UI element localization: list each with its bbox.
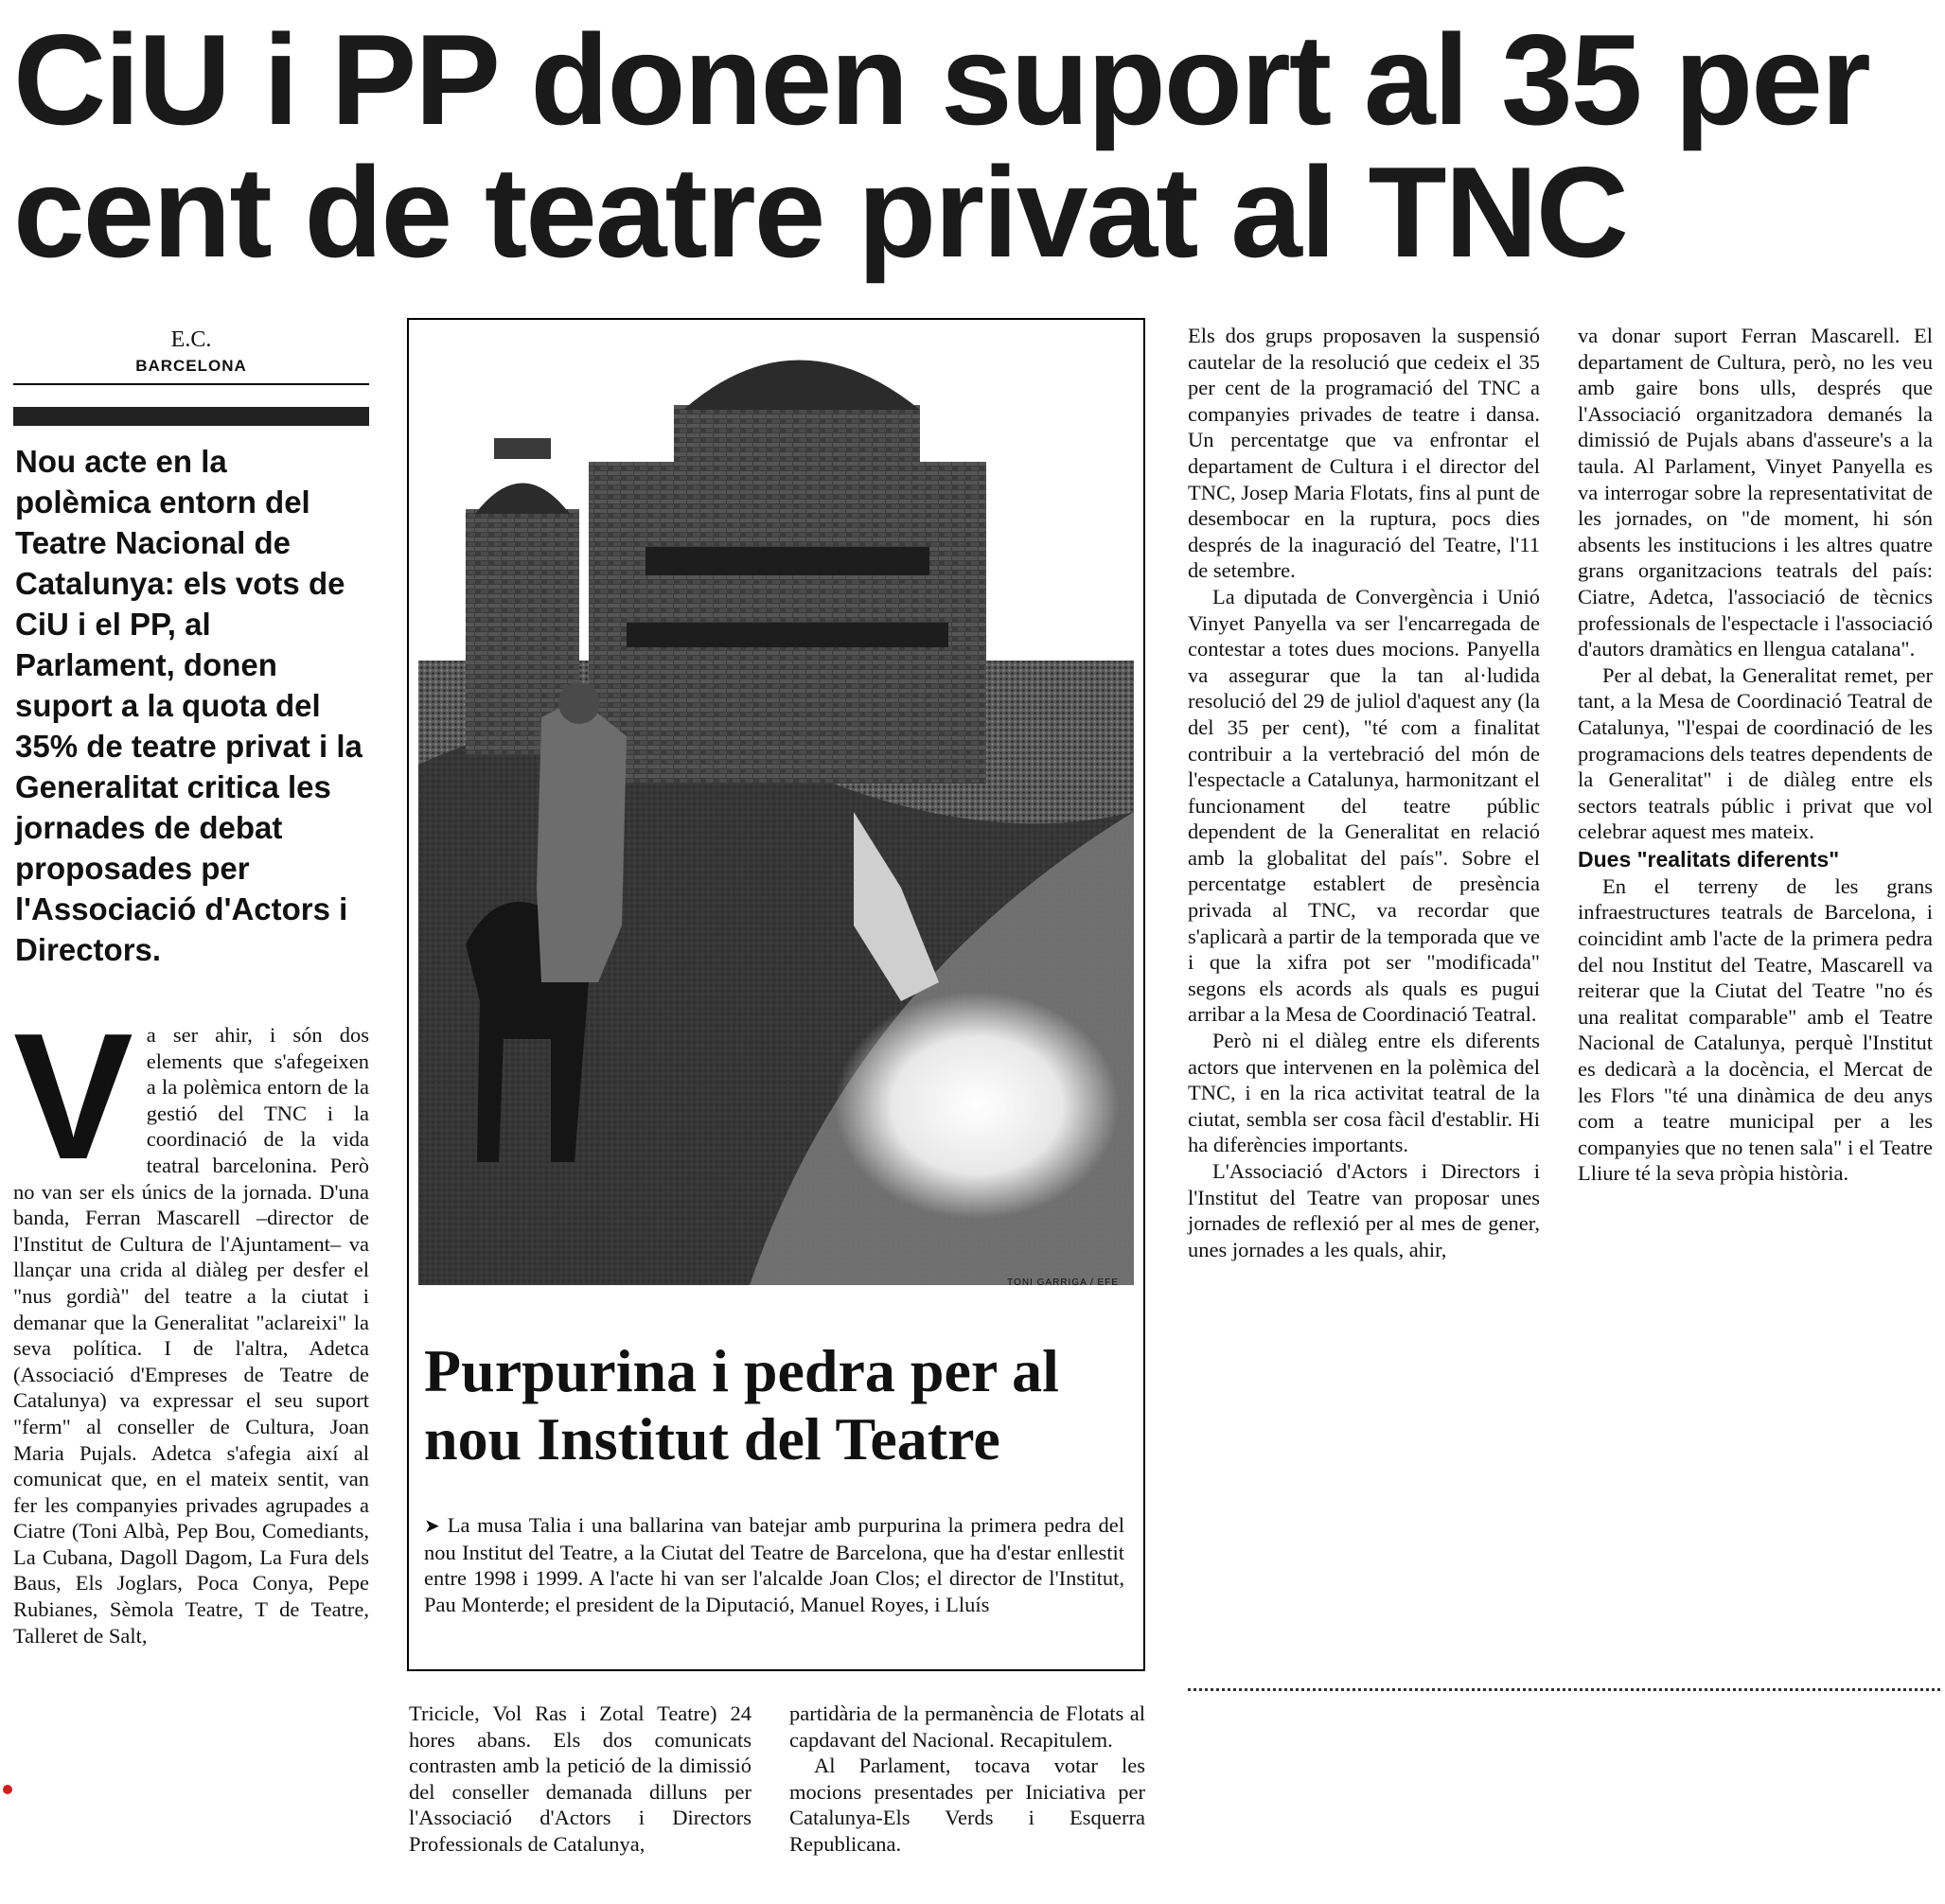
byline-rule bbox=[13, 383, 369, 385]
photo-caption bbox=[424, 1512, 1124, 1617]
column-5-paragraph-1: va donar suport Ferran Mascarell. El departament de Cultura, però, no les veu amb gaire bons ulls, després que l'Associació organitzadora demanés la dimissió de Pujals abans d'asseure's a la taula. Al Parlament, Vinyet Panyella es va interrogar sobre la representativitat de les jornades, on "de moment, hi són absents les institucions i les altres quatre grans organitzacions teatrals del país: Ciatre, Adetca, l'associació de tècnics professionals de l'espectacle i l'associació d'autors dramàtics en llengua catalana". bbox=[1578, 324, 1933, 661]
photo-credit: TONI GARRIGA / EFE bbox=[1007, 1278, 1119, 1288]
column-5-paragraph-3: En el terreny de les grans infraestructures teatrals de Barcelona, i coincidint amb l'acte de la primera pedra del nou Institut del Teatre, Mascarell va reiterar que la Ciutat del Teatre "no és una realitat comparable" amb el Teatre Nacional de Catalunya, perquè l'Institut es dedicarà a la docència, el Mercat de les Flors "té una dinàmica de deu anys com a teatre municipal per a les companyies que no tenen sala" i el Teatre Lliure té la seva pròpia història. bbox=[1578, 873, 1933, 1186]
photo-headline-line-2: nou Institut del Teatre bbox=[424, 1405, 1000, 1472]
headline-line-1: CiU i PP donen suport al 35 per bbox=[13, 8, 1869, 151]
drop-cap: V bbox=[13, 996, 133, 1197]
headline bbox=[13, 8, 1935, 284]
byline-author: E.C. bbox=[170, 327, 212, 352]
section-subhead: Dues "realitats diferents" bbox=[1578, 846, 1840, 872]
lede: Nou acte en la polèmica entorn del Teatre Nacional de Catalunya: els vots de CiU i el PP, al Parlament, donen suport a la quota del 35% de teatre privat i la Generalitat critica les jornades de debat proposades per l'Associació d'Actors i Directors. bbox=[15, 444, 362, 967]
column-1 bbox=[13, 996, 369, 1648]
section-divider bbox=[1188, 1688, 1940, 1691]
column-4-paragraph-4: L'Associació d'Actors i Directors i l'Institut del Teatre van proposar unes jornades de reflexió per al mes de gener, unes jornades a les quals, ahir, bbox=[1188, 1159, 1540, 1261]
photo bbox=[409, 320, 1143, 1295]
lede-bar bbox=[13, 407, 369, 426]
column-4-paragraph-3: Però ni el diàleg entre els diferents actors que intervenen en la polèmica del TNC, i en la rica activitat teatral de la ciutat, sembla ser cosa fàcil d'establir. Hi ha diferències importants. bbox=[1188, 1029, 1540, 1157]
column-4-paragraph-2: La diputada de Convergència i Unió Vinyet Panyella va ser l'encarregada de contestar a totes dues mocions. Panyella va assegurar que la tan al·ludida resolució del 29 de juliol d'aquest any (la del 35 per cent), "té com a finalitat contribuir a la vertebració del món de l'espectacle a Catalunya, harmonitzant el funcionament del teatre públic dependent de la Generalitat en relació amb la globalitat del país". Sobre el percentatge establert de presència privada al TNC, va recordar que s'aplicarà a partir de la temporada que ve i que la xifra pot ser "modificada" segons els acords als quals es pugui arribar a la Mesa de Coordinació Teatral. bbox=[1188, 584, 1540, 1027]
photo-headline bbox=[424, 1337, 1134, 1473]
byline-city: BARCELONA bbox=[135, 357, 247, 375]
photo-box bbox=[407, 318, 1145, 1671]
column-2-paragraph: Tricicle, Vol Ras i Zotal Teatre) 24 hores abans. Els dos comunicats contrasten amb la petició de la dimissió del conseller demanada dilluns per l'Associació d'Actors i Directors Professionals de Catalunya, bbox=[409, 1701, 751, 1856]
headline-line-2: cent de teatre privat al TNC bbox=[13, 140, 1627, 284]
arrow-icon: ➤ bbox=[424, 1514, 440, 1537]
photo-caption-text: La musa Talia i una ballarina van batejar amb purpurina la primera pedra del nou Institut del Teatre, a la Ciutat del Teatre de Barcelona, que ha d'estar enllestit entre 1998 i 1999. A l'acte hi van ser l'alcalde Joan Clos; el director de l'Institut, Pau Monterde; el president de la Diputació, Manuel Royes, i Lluís bbox=[424, 1513, 1124, 1616]
column-5-paragraph-2: Per al debat, la Generalitat remet, per tant, a la Mesa de Coordinació Teatral de Catalunya, "l'espai de coordinació de les programacions dels teatres dependents de la Generalitat" i de diàleg entre els sectors teatrals públic i privat que vol celebrar aquest mes mateix. bbox=[1578, 662, 1933, 844]
column-1-text: a ser ahir, i són dos elements que s'afegeixen a la polèmica entorn de la gestió del TNC i la coordinació de la vida teatral barcelonina. Però no van ser els únics de la jornada. D'una banda, Ferran Mascarell –director de l'Institut de Cultura de l'Ajuntament– va llançar una crida al diàleg per desfer el "nus gordià" del teatre a la ciutat i demanar que la Generalitat "aclareixi" la seva política. I de l'altra, Adetca (Associació d'Empreses de Teatre de Catalunya) va expressar el seu suport "ferm" al conseller de Cultura, Joan Maria Pujals. Adetca s'afegia així al comunicat que, en el mateix sentit, van fer les companyies privades agrupades a Ciatre (Toni Albà, Pep Bou, Comediants, La Cubana, Dagoll Dagom, La Fura dels Baus, Els Joglars, Poca Conya, Pepe Rubianes, Sèmola Teatre, T de Teatre, Talleret de Salt, bbox=[13, 1023, 369, 1648]
column-3 bbox=[789, 1701, 1145, 1858]
column-5 bbox=[1578, 323, 1933, 1187]
column-2 bbox=[409, 1701, 751, 1858]
column-1-paragraph bbox=[13, 996, 369, 1648]
column-3-paragraph-1: partidària de la permanència de Flotats al capdavant del Nacional. Recapitulem. bbox=[789, 1701, 1145, 1752]
column-3-paragraph-2: Al Parlament, tocava votar les mocions presentades per Iniciativa per Catalunya-Els Verds i Esquerra Republicana. bbox=[789, 1754, 1145, 1856]
byline bbox=[13, 326, 369, 385]
margin-mark bbox=[3, 1785, 12, 1794]
column-4-paragraph-1: Els dos grups proposaven la suspensió cautelar de la resolució que cedeix el 35 per cent de la programació del TNC a companyies privades de teatre i dansa. Un percentatge que va enfrontar el departament de Cultura i el director del TNC, Josep Maria Flotats, fins al punt de desembocar en la ruptura, pocs dies després de la inaguració del Teatre, l'11 de setembre. bbox=[1188, 324, 1540, 583]
column-4 bbox=[1188, 323, 1540, 1262]
photo-headline-line-1: Purpurina i pedra per al bbox=[424, 1337, 1059, 1404]
